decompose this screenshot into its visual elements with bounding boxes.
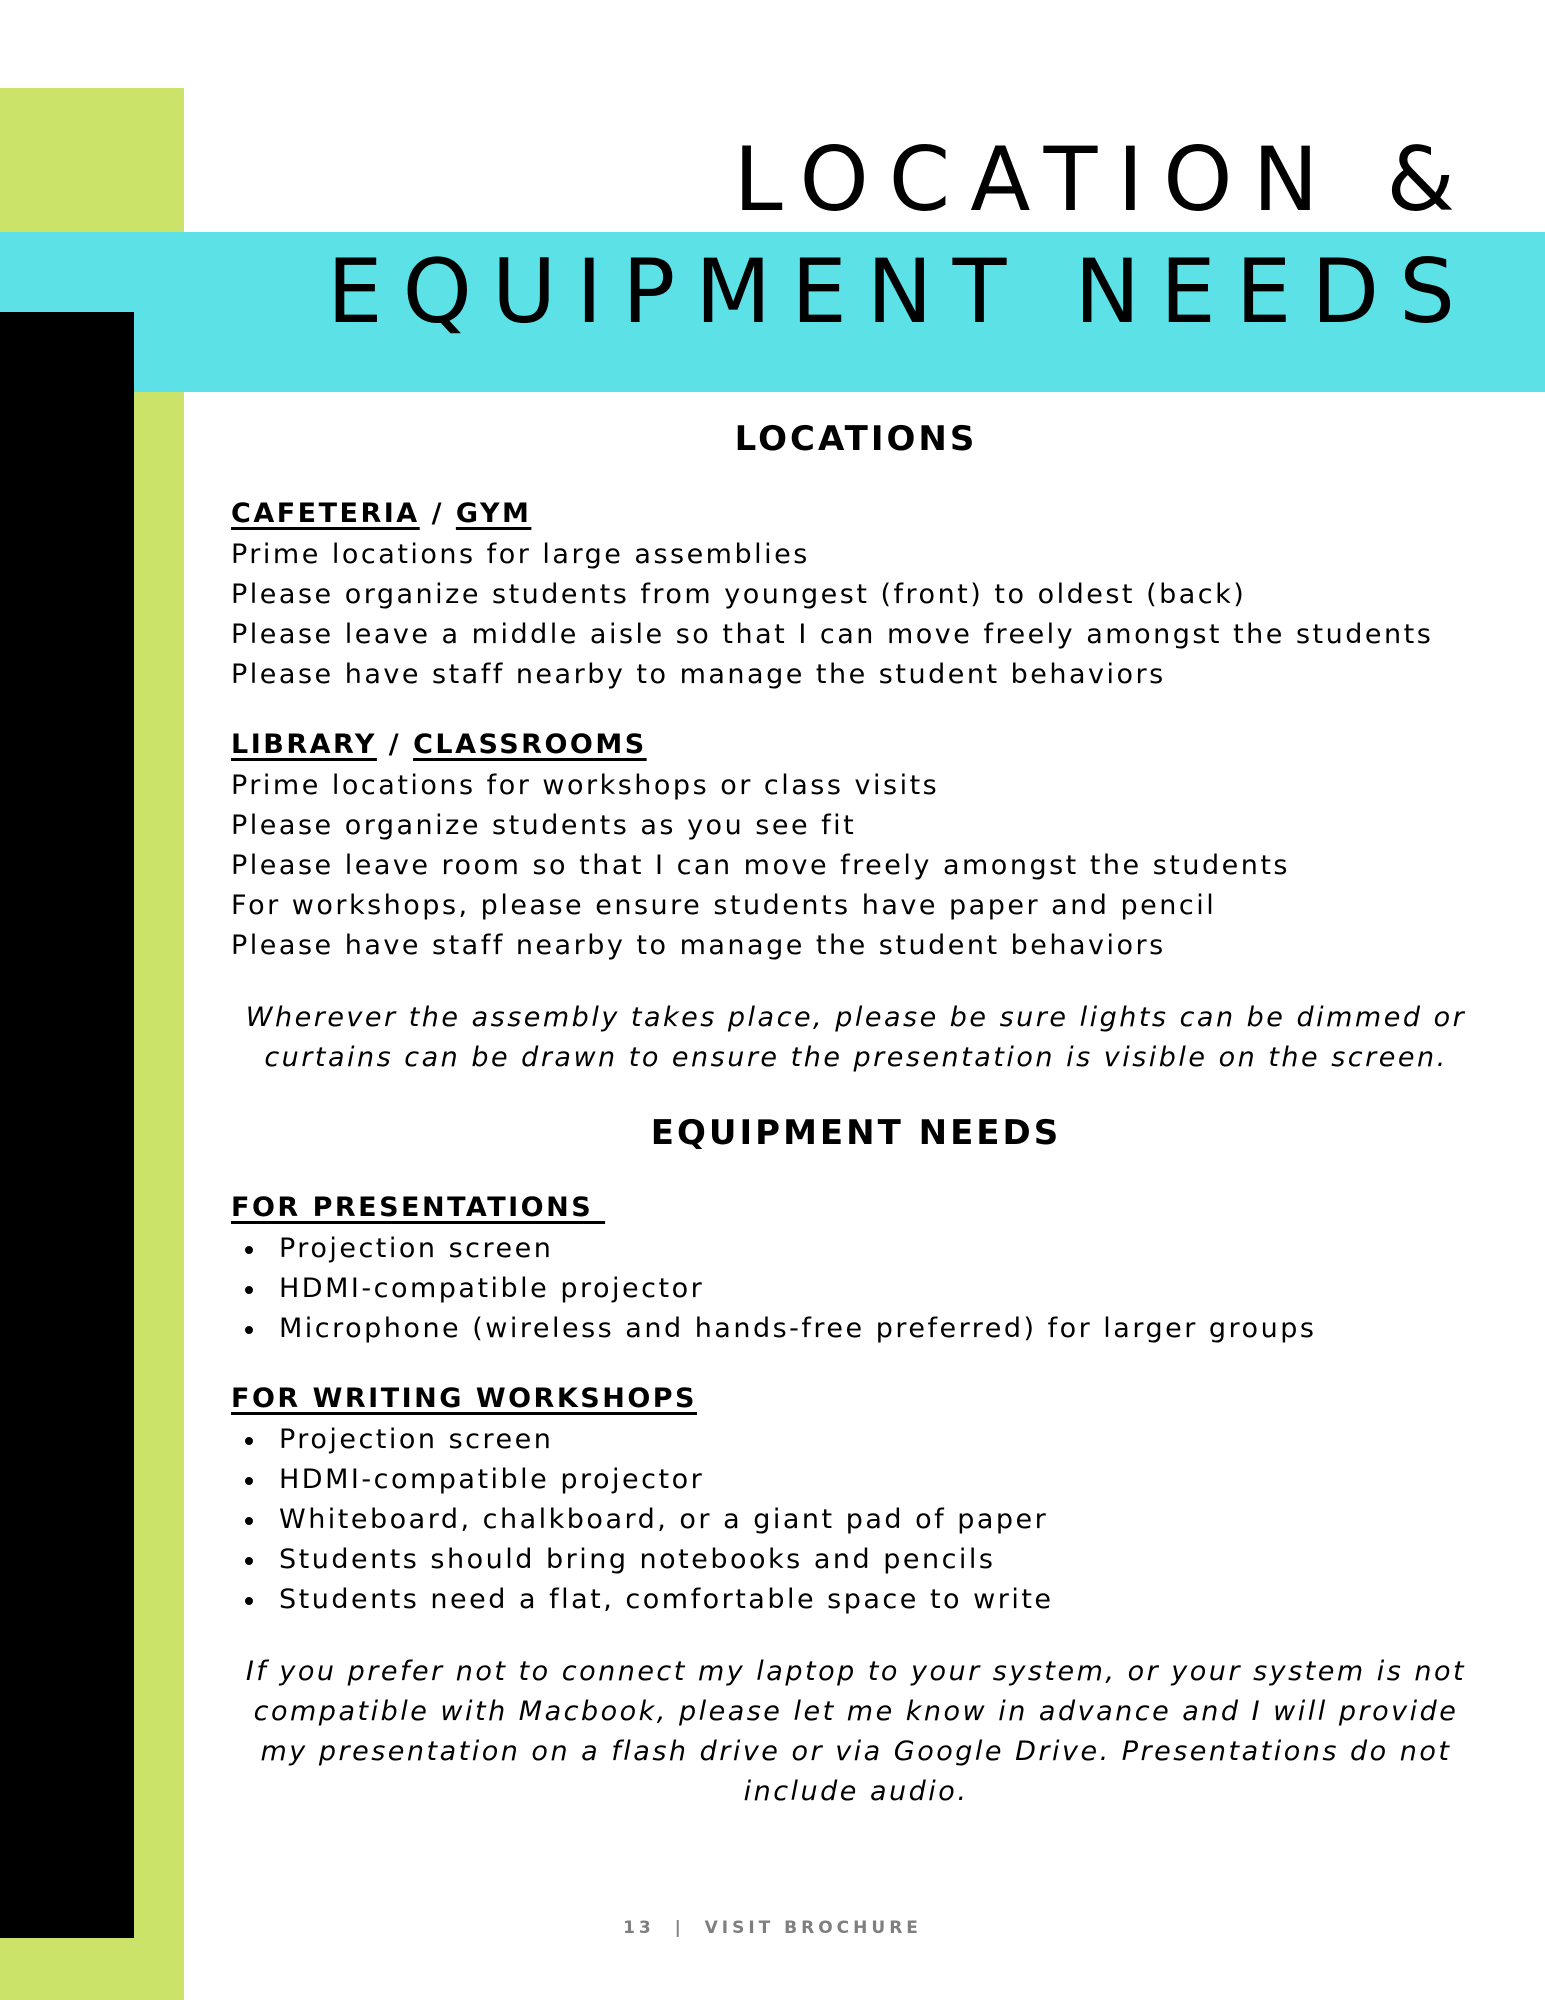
- library-line: For workshops, please ensure students have paper and pencil: [231, 890, 1217, 922]
- list-item: Whiteboard, chalkboard, or a giant pad of paper: [231, 1500, 1481, 1540]
- list-item: Projection screen: [231, 1229, 1481, 1269]
- classrooms-label: CLASSROOMS: [413, 729, 647, 761]
- page-title-line-2: EQUIPMENT NEEDS: [326, 240, 1475, 343]
- library-label: LIBRARY: [231, 729, 377, 761]
- library-line: Please leave room so that I can move freely amongst the students: [231, 850, 1290, 882]
- cafeteria-gym-heading: [231, 496, 1481, 531]
- heading-separator: /: [376, 729, 414, 761]
- library-classrooms-heading: [231, 727, 1481, 762]
- cafeteria-line: Please leave a middle aisle so that I can move freely amongst the students: [231, 619, 1434, 651]
- page-footer: 13 | VISIT BROCHURE: [623, 1918, 922, 1938]
- presentations-list: [231, 1229, 1481, 1349]
- list-item: Students need a flat, comfortable space to write: [231, 1580, 1481, 1620]
- list-item: Students should bring notebooks and pencils: [231, 1540, 1481, 1580]
- workshops-heading: [231, 1381, 1481, 1416]
- equipment-heading: EQUIPMENT NEEDS: [650, 1113, 1062, 1154]
- equipment-note: If you prefer not to connect my laptop to your system, or your system is not compatible with Macbook, please let me know in advance and I will provide my presentation on a flash drive or via Google Drive. Presentations do not include audio.: [245, 1656, 1467, 1808]
- gym-label: GYM: [455, 498, 532, 529]
- cafeteria-gym-section: [231, 496, 1481, 695]
- presentations-section: [231, 1190, 1481, 1349]
- heading-separator: /: [419, 498, 456, 529]
- presentations-heading: [231, 1190, 1481, 1225]
- list-item: Projection screen: [231, 1420, 1481, 1460]
- locations-note: Wherever the assembly takes place, please be sure lights can be dimmed or curtains can be drawn to ensure the presentation is visible on the screen.: [245, 1002, 1467, 1074]
- list-item: Microphone (wireless and hands-free preferred) for larger groups: [231, 1309, 1481, 1349]
- library-line: Please organize students as you see fit: [231, 810, 857, 842]
- workshops-section: [231, 1381, 1481, 1620]
- presentations-label: FOR PRESENTATIONS: [231, 1192, 606, 1224]
- library-classrooms-section: [231, 727, 1481, 966]
- library-line: Prime locations for workshops or class visits: [231, 770, 940, 802]
- cafeteria-line: Prime locations for large assemblies: [231, 539, 810, 571]
- main-content: [231, 400, 1481, 1850]
- workshops-list: [231, 1420, 1481, 1620]
- cafeteria-line: Please organize students from youngest (front) to oldest (back): [231, 579, 1247, 611]
- library-line: Please have staff nearby to manage the student behaviors: [231, 930, 1166, 962]
- workshops-label: FOR WRITING WORKSHOPS: [231, 1383, 698, 1415]
- list-item: HDMI-compatible projector: [231, 1460, 1481, 1500]
- page-title-line-1: LOCATION &: [733, 128, 1475, 231]
- accent-bar-black: [0, 312, 134, 1938]
- list-item: HDMI-compatible projector: [231, 1269, 1481, 1309]
- locations-heading: LOCATIONS: [734, 419, 978, 459]
- cafeteria-line: Please have staff nearby to manage the student behaviors: [231, 659, 1166, 691]
- cafeteria-label: CAFETERIA: [231, 498, 420, 529]
